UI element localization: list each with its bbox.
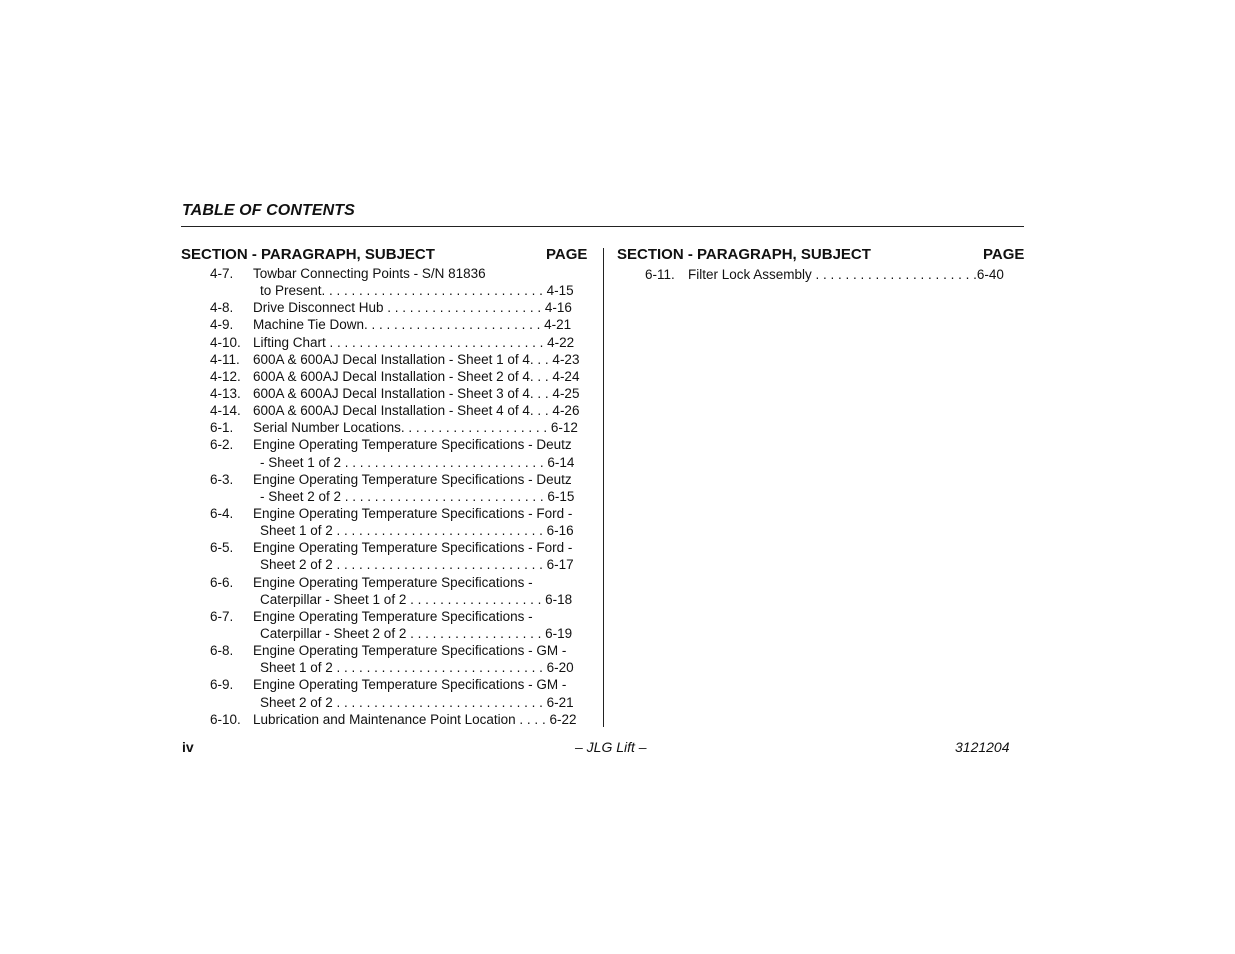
toc-entry-line [210, 591, 595, 608]
toc-entry-line [210, 488, 595, 505]
toc-entry[interactable] [210, 539, 595, 573]
toc-entry-line [210, 642, 595, 659]
left-toc-list [210, 265, 595, 728]
toc-entry[interactable] [210, 608, 595, 642]
toc-entry-number: 4-12. [210, 368, 241, 384]
toc-entry[interactable] [210, 402, 595, 419]
toc-entry-number: 6-8. [210, 643, 234, 659]
toc-entry-line [210, 351, 595, 368]
toc-entry-number: 4-13. [210, 385, 241, 401]
toc-entry-line [210, 282, 595, 299]
toc-entry-number: 6-5. [210, 540, 234, 556]
toc-entry-line [210, 316, 595, 333]
toc-entry-line [210, 454, 595, 471]
footer-title: – JLG Lift – [575, 739, 647, 755]
toc-entry-number: 4-8. [210, 300, 234, 316]
toc-entry-text: Caterpillar - Sheet 1 of 2 . . . . . . . . . . . . . . . . . . 6-18 [260, 591, 573, 607]
toc-entry-number: 6-11. [645, 267, 675, 282]
toc-entry[interactable] [210, 385, 595, 402]
toc-entry[interactable] [210, 368, 595, 385]
toc-entry-line [210, 556, 595, 573]
toc-entry-line [210, 608, 595, 625]
toc-entry-text: Engine Operating Temperature Specifications - GM - [253, 677, 567, 693]
toc-entry-text: Lifting Chart . . . . . . . . . . . . . . . . . . . . . . . . . . . . . 4-22 [253, 334, 575, 350]
toc-entry-line [645, 266, 1030, 283]
toc-entry-text: Engine Operating Temperature Specifications - Deutz [253, 471, 572, 487]
toc-entry-text: Engine Operating Temperature Specifications - Ford - [253, 505, 573, 521]
toc-entry-text: Engine Operating Temperature Specifications - Ford - [253, 540, 573, 556]
toc-entry-number: 6-1. [210, 420, 234, 436]
toc-entry-number: 6-4. [210, 505, 234, 521]
toc-entry-line [210, 471, 595, 488]
toc-entry-line [210, 505, 595, 522]
toc-entry-text: Filter Lock Assembly . . . . . . . . . . . . . . . . . . . . . .6-40 [688, 267, 1004, 282]
footer-doc-number: 3121204 [955, 739, 1010, 755]
left-column-subject-header: SECTION - PARAGRAPH, SUBJECT [181, 246, 435, 263]
toc-entry-line [210, 436, 595, 453]
toc-entry[interactable] [210, 505, 595, 539]
right-toc-list [645, 266, 1030, 283]
toc-entry-text: 600A & 600AJ Decal Installation - Sheet 3 of 4. . . 4-25 [253, 385, 580, 401]
toc-entry[interactable] [645, 266, 1030, 283]
toc-entry-text: Machine Tie Down. . . . . . . . . . . . . . . . . . . . . . . . 4-21 [253, 317, 572, 333]
column-divider [603, 248, 604, 727]
toc-entry-line [210, 574, 595, 591]
toc-entry-line [210, 368, 595, 385]
toc-entry[interactable] [210, 299, 595, 316]
toc-entry-line [210, 625, 595, 642]
toc-entry-line [210, 299, 595, 316]
toc-entry-text: to Present. . . . . . . . . . . . . . . . . . . . . . . . . . . . . . 4-15 [260, 283, 574, 299]
left-column-page-header: PAGE [546, 246, 588, 263]
toc-entry-line [210, 334, 595, 351]
toc-entry-line [210, 659, 595, 676]
toc-entry-line [210, 694, 595, 711]
toc-entry-number: 4-7. [210, 266, 234, 281]
toc-entry-text: Engine Operating Temperature Specifications - [253, 574, 533, 590]
toc-entry-text: Sheet 1 of 2 . . . . . . . . . . . . . . . . . . . . . . . . . . . . 6-20 [260, 660, 574, 676]
toc-entry-text: Drive Disconnect Hub . . . . . . . . . . . . . . . . . . . . . 4-16 [253, 300, 572, 316]
title-rule [181, 226, 1024, 227]
toc-entry-line [210, 711, 595, 728]
toc-entry[interactable] [210, 436, 595, 470]
toc-entry[interactable] [210, 574, 595, 608]
toc-entry-text: Sheet 2 of 2 . . . . . . . . . . . . . . . . . . . . . . . . . . . . 6-17 [260, 557, 574, 573]
toc-entry-number: 4-10. [210, 334, 241, 350]
toc-entry[interactable] [210, 265, 595, 299]
toc-entry-number: 4-9. [210, 317, 234, 333]
toc-entry-text: Caterpillar - Sheet 2 of 2 . . . . . . . . . . . . . . . . . . 6-19 [260, 625, 573, 641]
toc-entry-number: 4-14. [210, 403, 241, 419]
toc-entry-line [210, 676, 595, 693]
toc-entry-number: 6-9. [210, 677, 234, 693]
toc-entry-number: 6-6. [210, 574, 234, 590]
toc-entry[interactable] [210, 642, 595, 676]
toc-entry-line [210, 522, 595, 539]
page-title: TABLE OF CONTENTS [182, 202, 355, 219]
toc-entry-number: 6-2. [210, 437, 234, 453]
toc-entry-text: 600A & 600AJ Decal Installation - Sheet 1 of 4. . . 4-23 [253, 351, 580, 367]
right-column-page-header: PAGE [983, 246, 1025, 263]
toc-entry-text: - Sheet 1 of 2 . . . . . . . . . . . . . . . . . . . . . . . . . . . 6-14 [260, 454, 575, 470]
toc-entry[interactable] [210, 419, 595, 436]
footer-page-number: iv [182, 739, 194, 755]
toc-entry-line [210, 385, 595, 402]
toc-entry-text: Lubrication and Maintenance Point Location . . . . 6-22 [253, 711, 577, 727]
toc-entry-text: Towbar Connecting Points - S/N 81836 [253, 266, 486, 281]
toc-entry-text: - Sheet 2 of 2 . . . . . . . . . . . . . . . . . . . . . . . . . . . 6-15 [260, 488, 575, 504]
toc-entry-number: 6-3. [210, 471, 234, 487]
toc-entry[interactable] [210, 471, 595, 505]
toc-entry-text: 600A & 600AJ Decal Installation - Sheet 4 of 4. . . 4-26 [253, 403, 580, 419]
toc-entry-text: Serial Number Locations. . . . . . . . . . . . . . . . . . . . 6-12 [253, 420, 578, 436]
toc-entry[interactable] [210, 351, 595, 368]
toc-entry-text: Engine Operating Temperature Specifications - GM - [253, 643, 567, 659]
toc-entry-text: 600A & 600AJ Decal Installation - Sheet 2 of 4. . . 4-24 [253, 368, 580, 384]
right-column-subject-header: SECTION - PARAGRAPH, SUBJECT [617, 246, 871, 263]
toc-entry[interactable] [210, 711, 595, 728]
toc-entry[interactable] [210, 676, 595, 710]
toc-entry-text: Sheet 2 of 2 . . . . . . . . . . . . . . . . . . . . . . . . . . . . 6-21 [260, 694, 574, 710]
toc-entry[interactable] [210, 316, 595, 333]
toc-entry-number: 4-11. [210, 351, 240, 367]
toc-entry-text: Sheet 1 of 2 . . . . . . . . . . . . . . . . . . . . . . . . . . . . 6-16 [260, 523, 574, 539]
toc-entry-text: Engine Operating Temperature Specifications - [253, 608, 533, 624]
toc-entry-number: 6-10. [210, 711, 241, 727]
toc-entry[interactable] [210, 334, 595, 351]
toc-entry-line [210, 265, 595, 282]
toc-entry-line [210, 402, 595, 419]
toc-entry-line [210, 419, 595, 436]
toc-entry-number: 6-7. [210, 608, 234, 624]
toc-entry-text: Engine Operating Temperature Specifications - Deutz [253, 437, 572, 453]
toc-entry-line [210, 539, 595, 556]
